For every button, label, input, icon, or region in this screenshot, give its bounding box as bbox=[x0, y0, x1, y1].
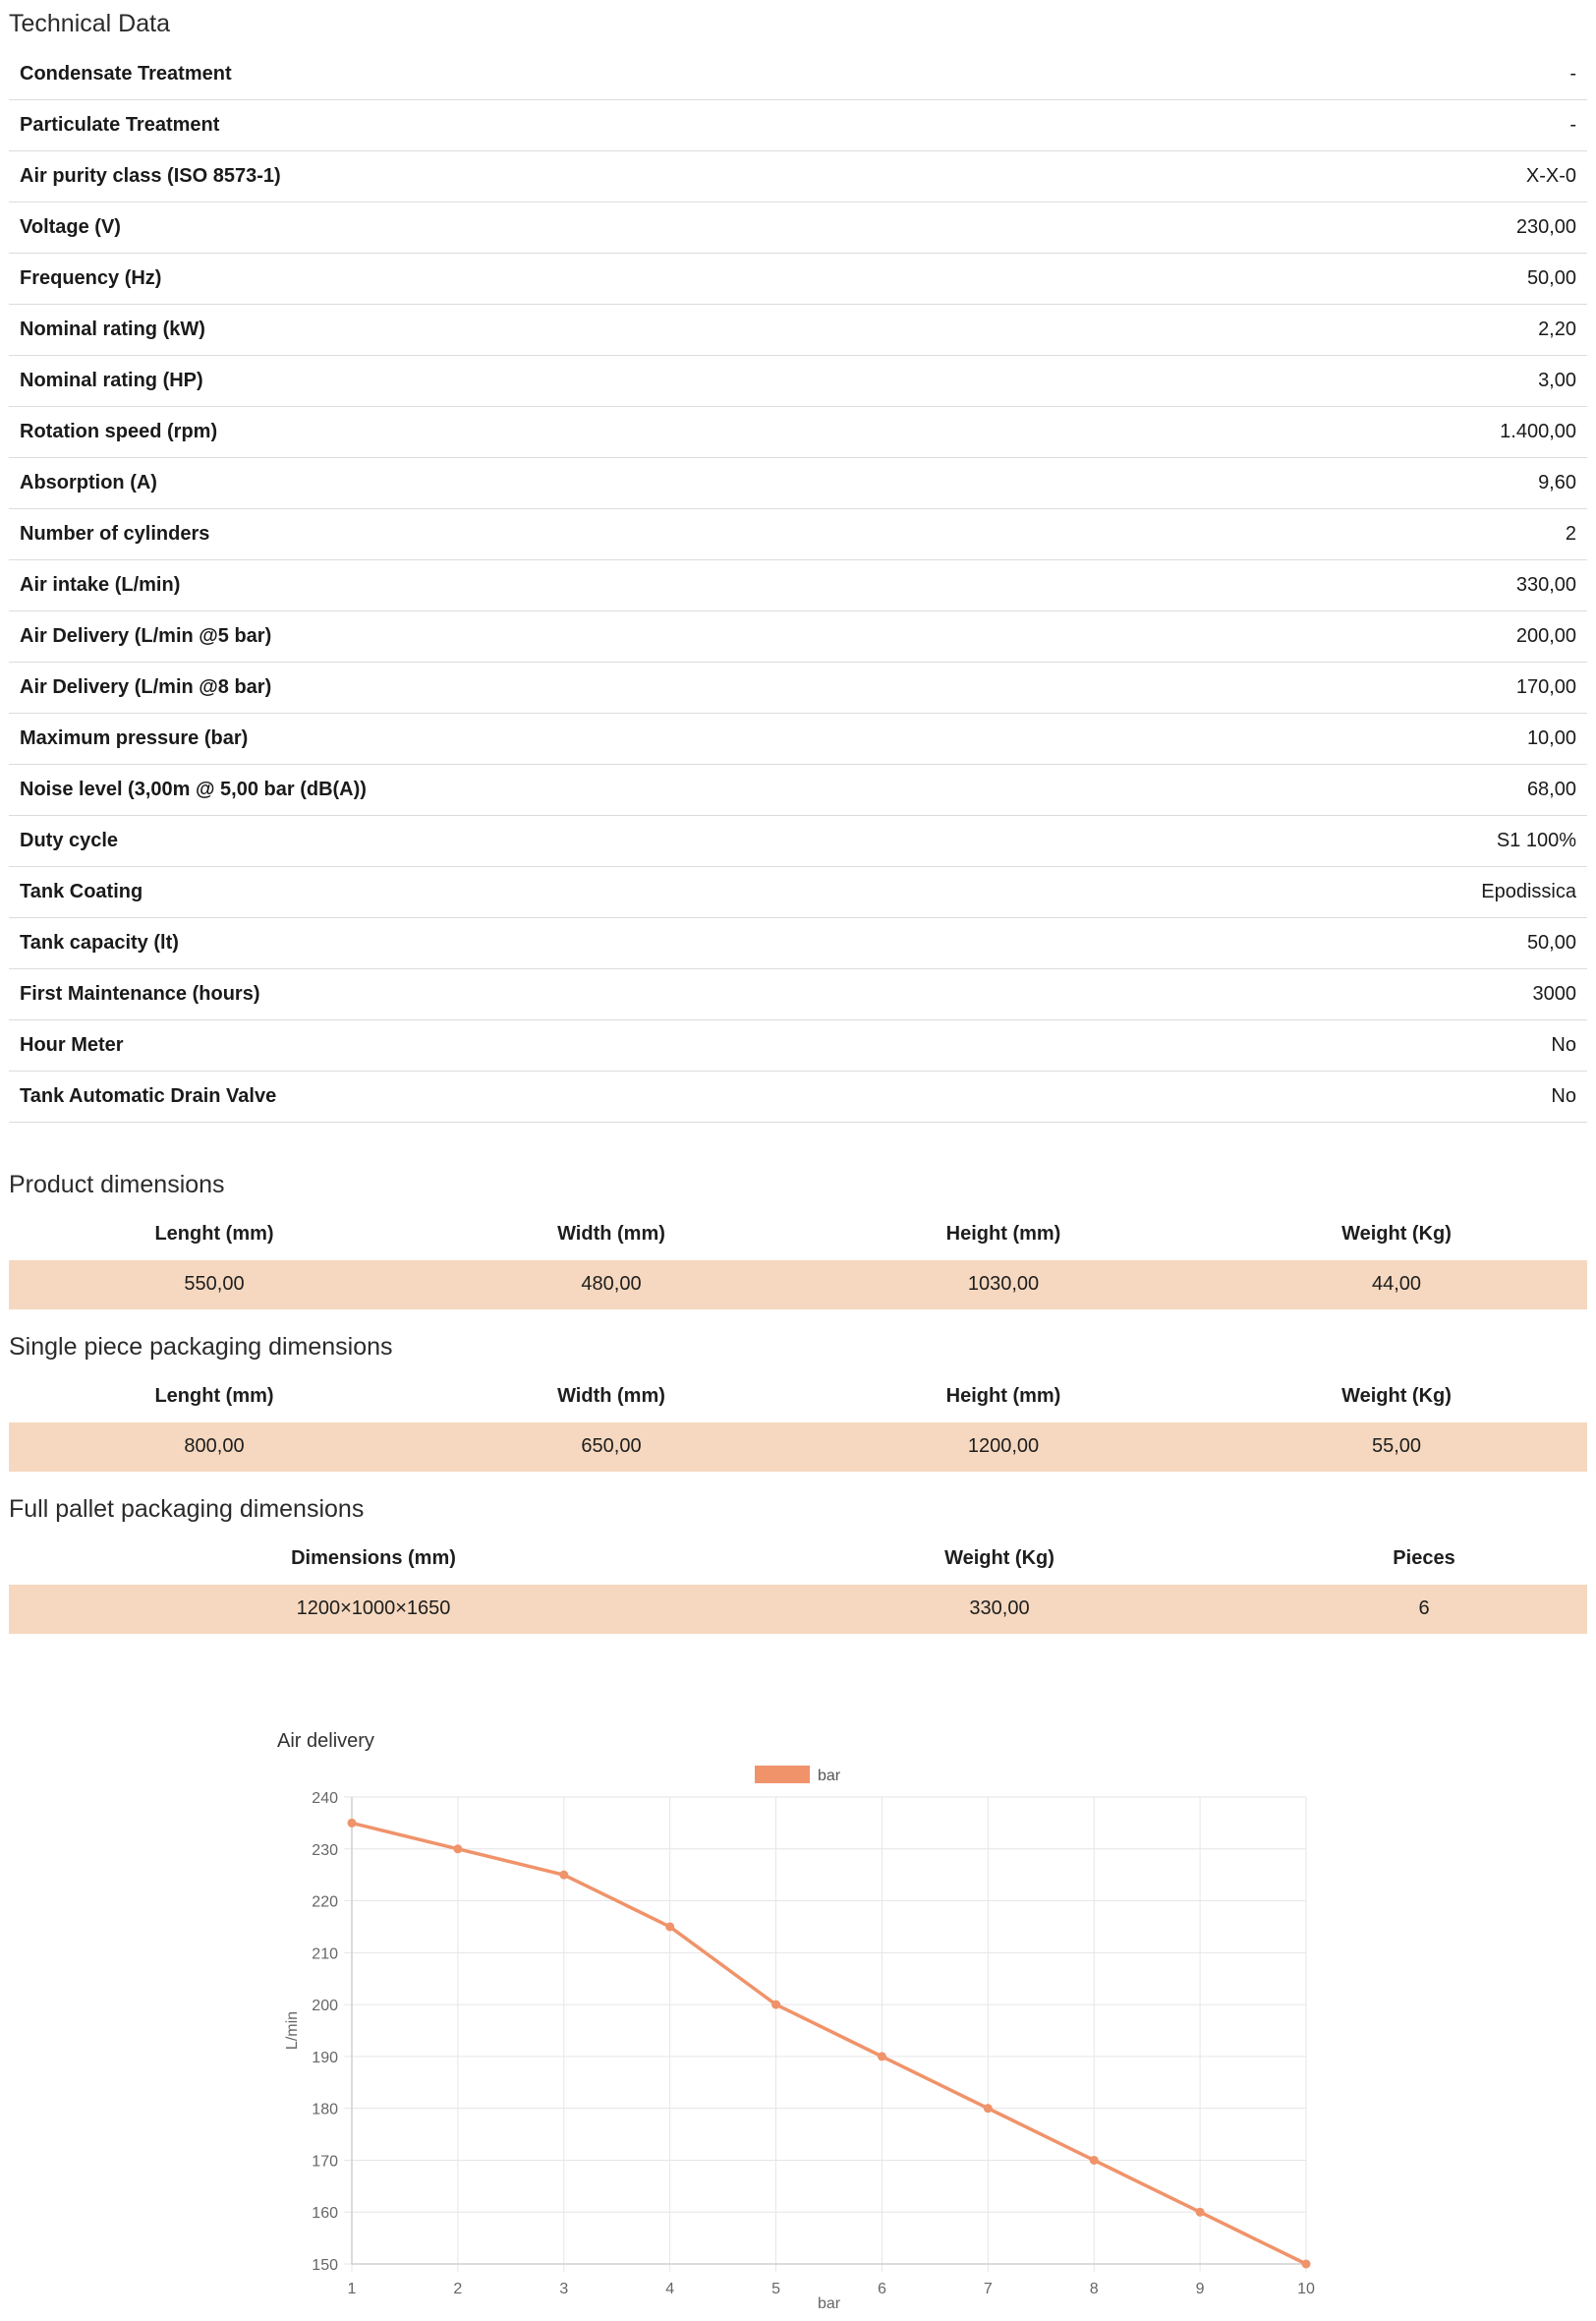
spec-row bbox=[9, 1020, 1587, 1072]
data-point bbox=[1090, 2156, 1099, 2165]
dimension-header: Lenght (mm) bbox=[154, 1223, 274, 1245]
spec-label: Air Delivery (L/min @8 bar) bbox=[20, 676, 272, 698]
spec-value: S1 100% bbox=[1496, 830, 1576, 851]
x-tick-label: 3 bbox=[559, 2281, 569, 2297]
data-point bbox=[878, 2052, 886, 2060]
dimension-value: 1200,00 bbox=[967, 1435, 1040, 1457]
spec-value: 230,00 bbox=[1515, 216, 1576, 238]
dimension-header: Weight (Kg) bbox=[944, 1547, 1054, 1569]
spec-label: Hour Meter bbox=[20, 1034, 124, 1056]
dimension-header-row bbox=[9, 1211, 1587, 1260]
spec-value: 50,00 bbox=[1526, 932, 1576, 954]
product-dimensions-title: Product dimensions bbox=[9, 1171, 225, 1198]
x-tick-label: 10 bbox=[1297, 2281, 1315, 2297]
data-point bbox=[665, 1922, 674, 1931]
spec-label: Duty cycle bbox=[20, 830, 119, 851]
spec-row bbox=[9, 458, 1587, 509]
dimension-header: Height (mm) bbox=[945, 1385, 1061, 1407]
dimension-value: 55,00 bbox=[1371, 1435, 1422, 1457]
legend-label: bar bbox=[818, 1768, 841, 1784]
data-point bbox=[1302, 2260, 1311, 2269]
x-tick-label: 8 bbox=[1089, 2281, 1099, 2297]
technical-data-table bbox=[9, 49, 1587, 1123]
x-tick-label: 1 bbox=[347, 2281, 357, 2297]
dimension-value: 650,00 bbox=[581, 1435, 642, 1457]
dimension-value: 44,00 bbox=[1371, 1273, 1422, 1295]
data-point bbox=[348, 1819, 357, 1828]
data-point bbox=[984, 2104, 993, 2113]
x-axis-label: bar bbox=[817, 2295, 841, 2312]
single-packaging-table bbox=[9, 1373, 1587, 1472]
spec-value: Epodissica bbox=[1481, 881, 1576, 902]
spec-label: Tank Coating bbox=[20, 881, 143, 902]
y-tick-label: 150 bbox=[312, 2257, 338, 2274]
y-tick-label: 200 bbox=[312, 1998, 338, 2015]
spec-row bbox=[9, 714, 1587, 765]
spec-label: Particulate Treatment bbox=[20, 114, 220, 136]
dimension-header: Dimensions (mm) bbox=[291, 1547, 456, 1569]
spec-label: Air purity class (ISO 8573-1) bbox=[20, 165, 281, 187]
dimension-value: 1200×1000×1650 bbox=[296, 1597, 451, 1619]
dimension-header: Lenght (mm) bbox=[154, 1385, 274, 1407]
spec-value: - bbox=[1569, 114, 1576, 136]
spec-row bbox=[9, 49, 1587, 100]
spec-row bbox=[9, 305, 1587, 356]
spec-label: Frequency (Hz) bbox=[20, 267, 162, 289]
data-point bbox=[453, 1844, 462, 1853]
pallet-packaging-title: Full pallet packaging dimensions bbox=[9, 1495, 365, 1523]
x-tick-label: 7 bbox=[983, 2281, 993, 2297]
spec-label: First Maintenance (hours) bbox=[20, 983, 260, 1005]
spec-value: 2 bbox=[1565, 523, 1576, 545]
pallet-packaging-table bbox=[9, 1536, 1587, 1634]
spec-row bbox=[9, 509, 1587, 560]
spec-value: 68,00 bbox=[1526, 779, 1576, 800]
spec-row bbox=[9, 100, 1587, 151]
spec-row bbox=[9, 254, 1587, 305]
spec-value: 10,00 bbox=[1526, 727, 1576, 749]
spec-row bbox=[9, 816, 1587, 867]
dimension-header-row bbox=[9, 1373, 1587, 1422]
x-tick-label: 9 bbox=[1195, 2281, 1205, 2297]
x-tick-label: 4 bbox=[665, 2281, 675, 2297]
dimension-header: Weight (Kg) bbox=[1341, 1385, 1452, 1407]
y-tick-label: 170 bbox=[312, 2153, 338, 2171]
dimension-value: 800,00 bbox=[184, 1435, 245, 1457]
data-point bbox=[1196, 2208, 1205, 2217]
spec-row bbox=[9, 203, 1587, 254]
dimension-value: 330,00 bbox=[969, 1597, 1030, 1619]
spec-label: Nominal rating (HP) bbox=[20, 370, 203, 391]
x-tick-label: 6 bbox=[877, 2281, 886, 2297]
spec-row bbox=[9, 765, 1587, 816]
spec-value: No bbox=[1551, 1034, 1576, 1056]
x-tick-label: 5 bbox=[771, 2281, 781, 2297]
spec-label: Nominal rating (kW) bbox=[20, 319, 205, 340]
series-line bbox=[352, 1823, 1306, 2264]
data-point bbox=[559, 1871, 568, 1880]
dimension-header: Width (mm) bbox=[557, 1223, 665, 1245]
spec-value: X-X-0 bbox=[1525, 165, 1576, 187]
spec-value: 50,00 bbox=[1526, 267, 1576, 289]
y-axis-label: L/min bbox=[284, 2010, 301, 2051]
spec-label: Maximum pressure (bar) bbox=[20, 727, 249, 749]
dimension-header: Width (mm) bbox=[557, 1385, 665, 1407]
spec-label: Rotation speed (rpm) bbox=[20, 421, 218, 442]
dimension-value: 6 bbox=[1418, 1597, 1430, 1619]
spec-label: Air Delivery (L/min @5 bar) bbox=[20, 625, 272, 647]
spec-value: No bbox=[1551, 1085, 1576, 1107]
dimension-value-row bbox=[9, 1260, 1587, 1309]
spec-row bbox=[9, 969, 1587, 1020]
dimension-value: 1030,00 bbox=[967, 1273, 1040, 1295]
spec-label: Tank capacity (lt) bbox=[20, 932, 179, 954]
air-delivery-chart bbox=[0, 1691, 1596, 2316]
spec-value: - bbox=[1569, 63, 1576, 85]
spec-label: Condensate Treatment bbox=[20, 63, 232, 85]
legend-swatch bbox=[755, 1766, 810, 1783]
y-tick-label: 230 bbox=[312, 1841, 338, 1859]
air-delivery-chart-svg bbox=[0, 1691, 1596, 2316]
spec-value: 330,00 bbox=[1515, 574, 1576, 596]
dimension-value-row bbox=[9, 1422, 1587, 1472]
y-tick-label: 180 bbox=[312, 2101, 338, 2118]
spec-row bbox=[9, 151, 1587, 203]
dimension-value: 550,00 bbox=[184, 1273, 245, 1295]
chart-title: Air delivery bbox=[277, 1730, 374, 1752]
spec-value: 200,00 bbox=[1515, 625, 1576, 647]
spec-row bbox=[9, 560, 1587, 611]
y-tick-label: 190 bbox=[312, 2049, 338, 2066]
spec-row bbox=[9, 918, 1587, 969]
dimension-value: 480,00 bbox=[581, 1273, 642, 1295]
spec-value: 2,20 bbox=[1538, 319, 1576, 340]
y-tick-label: 160 bbox=[312, 2205, 338, 2223]
spec-row bbox=[9, 611, 1587, 663]
spec-row bbox=[9, 663, 1587, 714]
dimension-header: Height (mm) bbox=[945, 1223, 1061, 1245]
spec-label: Number of cylinders bbox=[20, 523, 210, 545]
product-dimensions-table bbox=[9, 1211, 1587, 1309]
dimension-value-row bbox=[9, 1585, 1587, 1634]
spec-label: Tank Automatic Drain Valve bbox=[20, 1085, 277, 1107]
spec-value: 3000 bbox=[1532, 983, 1576, 1005]
spec-value: 9,60 bbox=[1538, 472, 1576, 493]
single-packaging-title: Single piece packaging dimensions bbox=[9, 1333, 393, 1361]
spec-label: Absorption (A) bbox=[20, 472, 157, 493]
spec-label: Noise level (3,00m @ 5,00 bar (dB(A)) bbox=[20, 779, 367, 800]
spec-row bbox=[9, 407, 1587, 458]
spec-label: Air intake (L/min) bbox=[20, 574, 181, 596]
spec-value: 1.400,00 bbox=[1500, 421, 1576, 442]
spec-row bbox=[9, 356, 1587, 407]
dimension-header: Weight (Kg) bbox=[1341, 1223, 1452, 1245]
technical-data-title: Technical Data bbox=[9, 10, 170, 37]
y-tick-label: 220 bbox=[312, 1893, 338, 1911]
x-tick-label: 2 bbox=[453, 2281, 463, 2297]
dimension-header-row bbox=[9, 1536, 1587, 1585]
y-tick-label: 240 bbox=[312, 1790, 338, 1807]
spec-value: 170,00 bbox=[1515, 676, 1576, 698]
spec-row bbox=[9, 867, 1587, 918]
y-tick-label: 210 bbox=[312, 1945, 338, 1963]
spec-label: Voltage (V) bbox=[20, 216, 121, 238]
spec-row bbox=[9, 1072, 1587, 1123]
spec-value: 3,00 bbox=[1538, 370, 1576, 391]
dimension-header: Pieces bbox=[1393, 1547, 1455, 1569]
data-point bbox=[771, 2001, 780, 2009]
